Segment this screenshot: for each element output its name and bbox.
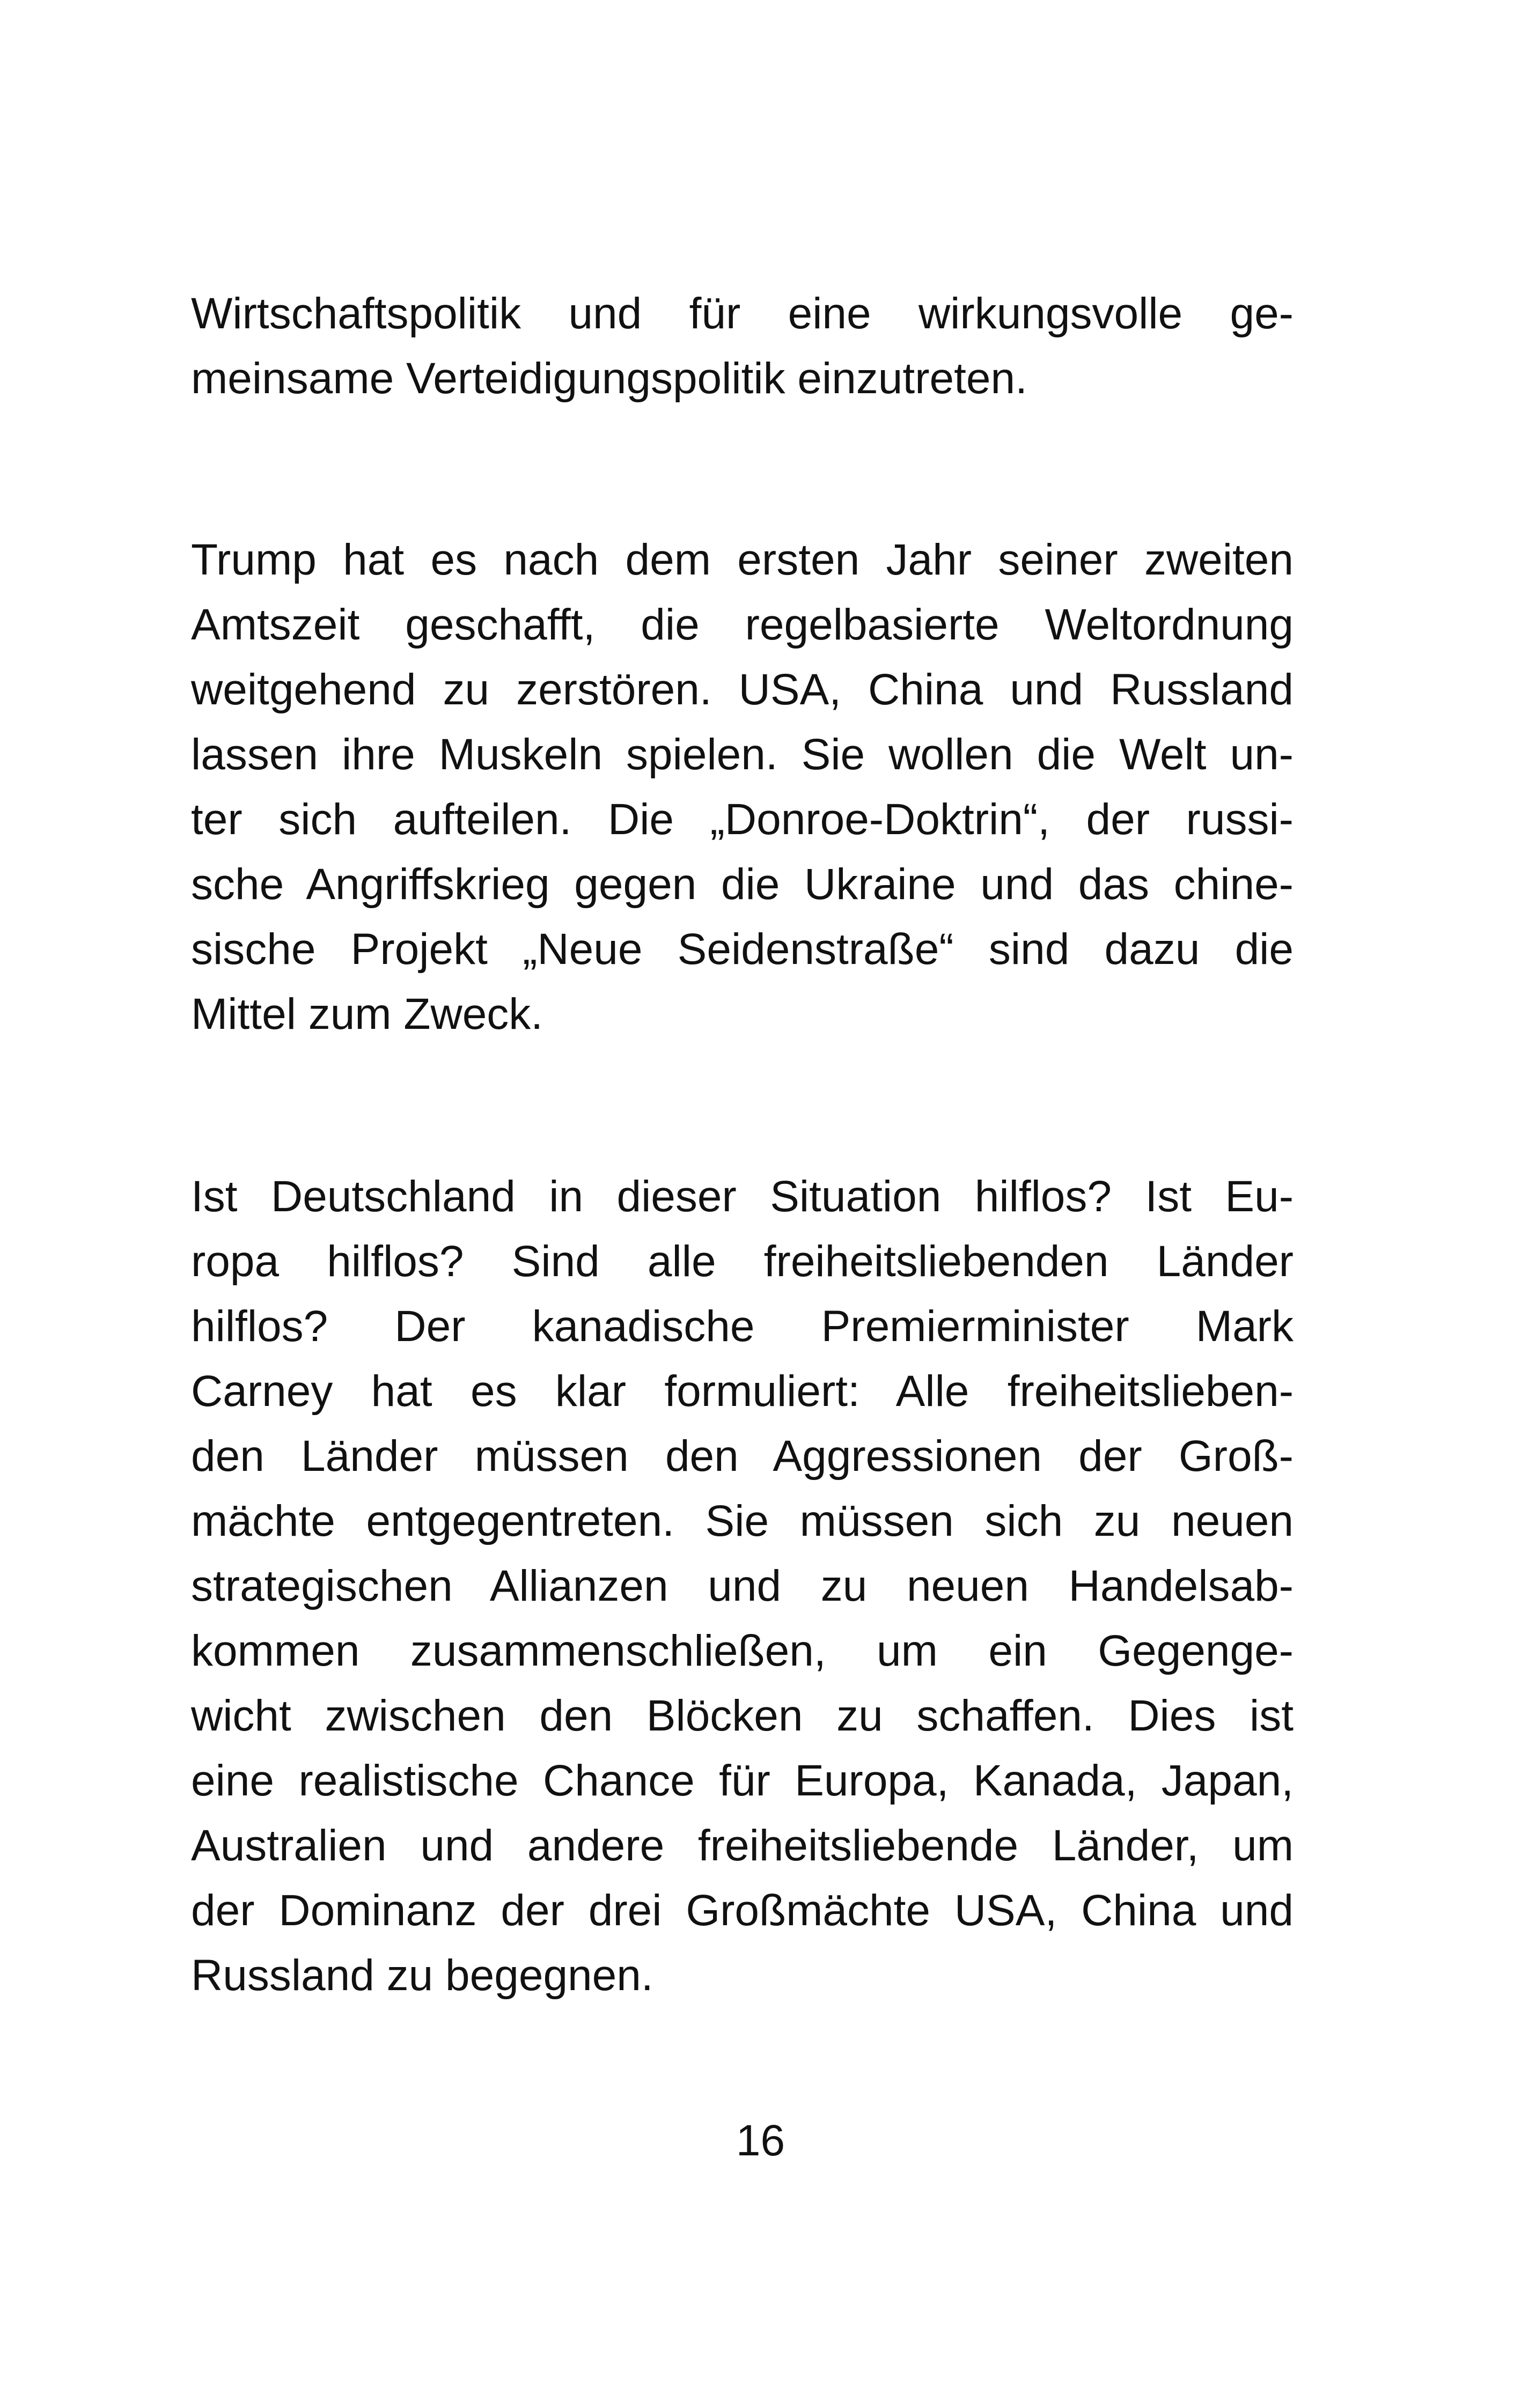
paragraph-3-line-3: hilflos? Der kanadische Premierminister Mark (191, 1302, 1294, 1351)
paragraph-3-line-5: den Länder müssen den Aggressionen der Groß- (191, 1432, 1294, 1481)
paragraph-3-line-1: Ist Deutschland in dieser Situation hilflos? Ist Eu- (191, 1172, 1294, 1221)
paragraph-2-line-6: sche Angriffskrieg gegen die Ukraine und das chine- (191, 860, 1294, 909)
paragraph-3-line-6: mächte entgegentreten. Sie müssen sich zu neuen (191, 1497, 1294, 1545)
paragraph-2-line-2: Amtszeit geschafft, die regelbasierte Weltordnung (191, 600, 1294, 649)
paragraph-2-line-3: weitgehend zu zerstören. USA, China und Russland (191, 665, 1294, 714)
page-number: 16 (736, 2116, 785, 2165)
paragraph-3-line-7: strategischen Allianzen und zu neuen Handelsab- (191, 1562, 1294, 1610)
paragraph-2-line-1: Trump hat es nach dem ersten Jahr seiner zweiten (191, 535, 1294, 584)
paragraph-3-line-10: eine realistische Chance für Europa, Kanada, Japan, (191, 1756, 1294, 1805)
paragraph-1-line-1: Wirtschaftspolitik und für eine wirkungsvolle ge- (191, 289, 1294, 338)
paragraph-2-line-4: lassen ihre Muskeln spielen. Sie wollen die Welt un- (191, 730, 1294, 779)
paragraph-3-line-12: der Dominanz der drei Großmächte USA, China und (191, 1886, 1294, 1935)
paragraph-1 (191, 281, 1294, 411)
paragraph-3-line-4: Carney hat es klar formuliert: Alle freiheitslieben- (191, 1367, 1294, 1416)
paragraph-3 (191, 1164, 1294, 2008)
paragraph-2-line-8: Mittel zum Zweck. (191, 990, 543, 1039)
paragraph-3-line-13: Russland zu begegnen. (191, 1951, 653, 2000)
paragraph-3-line-2: ropa hilflos? Sind alle freiheitsliebenden Länder (191, 1237, 1294, 1286)
paragraph-3-line-8: kommen zusammenschließen, um ein Gegenge- (191, 1626, 1294, 1675)
paragraph-2-line-7: sische Projekt „Neue Seidenstraße“ sind dazu die (191, 925, 1294, 974)
paragraph-3-line-9: wicht zwischen den Blöcken zu schaffen. Dies ist (191, 1691, 1294, 1740)
paragraph-3-line-11: Australien und andere freiheitsliebende Länder, um (191, 1821, 1294, 1870)
paragraph-2 (191, 527, 1294, 1047)
paragraph-2-line-5: ter sich aufteilen. Die „Donroe-Doktrin“, der russi- (191, 795, 1294, 844)
paragraph-1-line-2: meinsame Verteidigungspolitik einzutreten. (191, 354, 1027, 403)
